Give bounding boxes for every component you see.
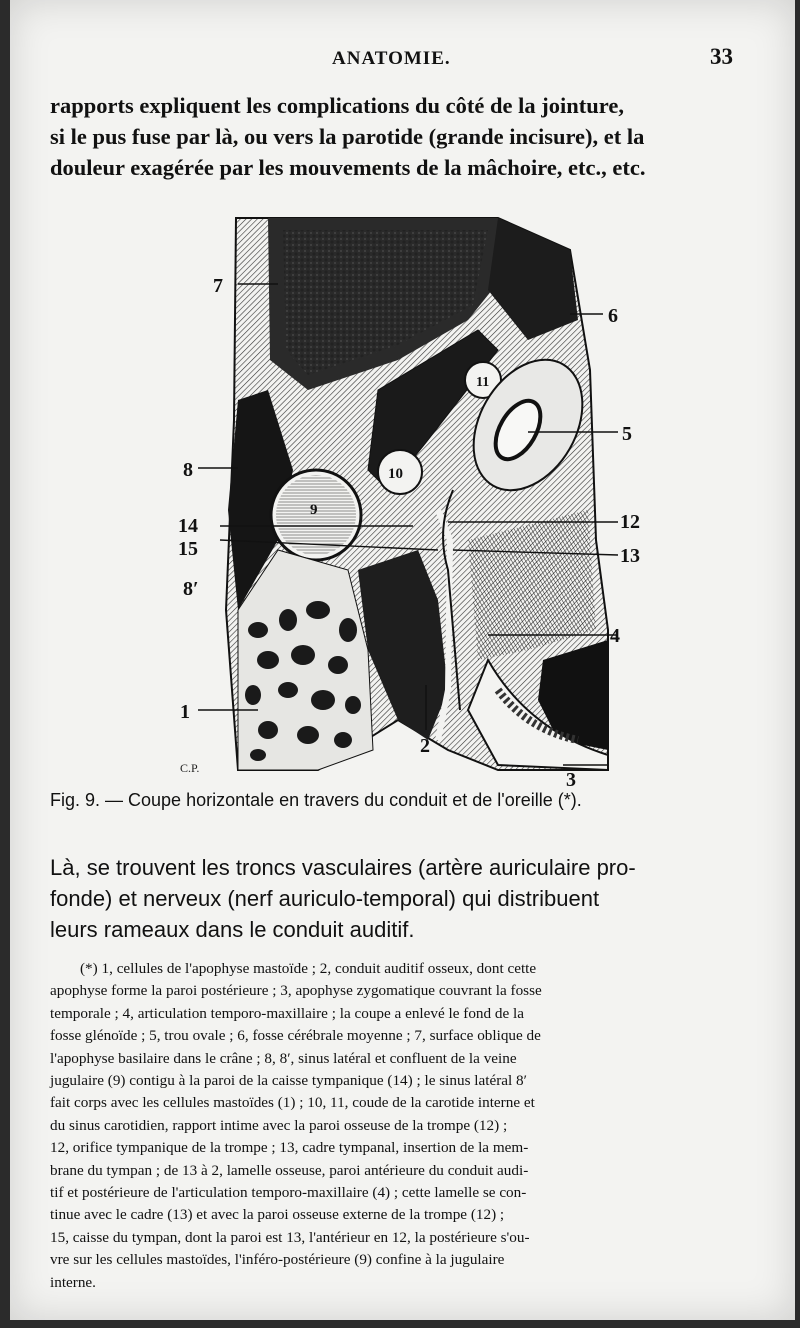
label-8: 8 <box>183 459 193 481</box>
label-1: 1 <box>180 701 190 723</box>
footnote-line: 15, caisse du tympan, dont la paroi est 13, l'antérieur en 12, la postérieure s'ou- <box>50 1228 530 1246</box>
body-paragraph <box>50 852 770 945</box>
running-title: ANATOMIE. <box>332 48 451 69</box>
footnote-line: du sinus carotidien, rapport intime avec la paroi osseuse de la trompe (12) ; <box>50 1116 508 1134</box>
label-9: 9 <box>310 502 318 518</box>
text-line: douleur exagérée par les mouvements de la mâchoire, etc., etc. <box>50 155 646 180</box>
footnote-line: jugulaire (9) contigu à la paroi de la caisse tympanique (14) ; le sinus latéral 8′ <box>50 1072 527 1090</box>
label-10: 10 <box>388 466 403 482</box>
label-13: 13 <box>620 545 640 567</box>
footnote-line: fait corps avec les cellules mastoïdes (1) ; 10, 11, coude de la carotide interne et <box>50 1094 535 1112</box>
anatomical-figure <box>178 210 640 791</box>
text-line: Là, se trouvent les troncs vasculaires (artère auriculaire pro- <box>50 855 636 880</box>
engraver-signature: C.P. <box>180 761 200 775</box>
label-14: 14 <box>178 515 198 537</box>
intro-paragraph <box>50 90 770 183</box>
label-5: 5 <box>622 423 632 445</box>
footnote-line: tinue avec le cadre (13) et avec la paroi osseuse externe de la trompe (12) ; <box>50 1206 505 1224</box>
label-12: 12 <box>620 511 640 533</box>
footnote-line: 12, orifice tympanique de la trompe ; 13, cadre tympanal, insertion de la mem- <box>50 1139 529 1157</box>
label-7: 7 <box>213 275 223 297</box>
footnote-line: fosse glénoïde ; 5, trou ovale ; 6, fosse cérébrale moyenne ; 7, surface oblique de <box>50 1027 541 1045</box>
label-8-prime: 8′ <box>183 578 199 600</box>
figure-footnote <box>50 958 780 1294</box>
label-2: 2 <box>420 735 430 757</box>
footnote-line: (*) 1, cellules de l'apophyse mastoïde ; 2, conduit auditif osseux, dont cette <box>80 960 537 977</box>
footnote-line: interne. <box>50 1273 96 1291</box>
label-15: 15 <box>178 538 198 560</box>
label-4: 4 <box>610 625 620 647</box>
footnote-line: brane du tympan ; de 13 à 2, lamelle osseuse, paroi antérieure du conduit audi- <box>50 1161 529 1179</box>
text-line: leurs rameaux dans le conduit auditif. <box>50 917 415 942</box>
footnote-line: l'apophyse basilaire dans le crâne ; 8, 8′, sinus latéral et confluent de la veine <box>50 1049 517 1067</box>
text-line: fonde) et nerveux (nerf auriculo-temporal) qui distribuent <box>50 886 600 911</box>
label-6: 6 <box>608 305 618 327</box>
page <box>10 0 795 1320</box>
footnote-line: tif et postérieure de l'articulation temporo-maxillaire (4) ; cette lamelle se con- <box>50 1184 527 1202</box>
label-11: 11 <box>476 375 490 390</box>
footnote-line: apophyse forme la paroi postérieure ; 3, apophyse zygomatique couvrant la fosse <box>50 982 542 1000</box>
figure-caption: Fig. 9. — Coupe horizontale en travers du conduit et de l'oreille (*). <box>50 790 582 810</box>
figure-illustration <box>178 210 640 791</box>
running-header <box>10 44 795 74</box>
footnote-line: temporale ; 4, articulation temporo-maxillaire ; la coupe a enlevé le fond de la <box>50 1004 524 1022</box>
text-line: si le pus fuse par là, ou vers la parotide (grande incisure), et la <box>50 124 645 149</box>
label-3: 3 <box>566 769 576 791</box>
footnote-line: vre sur les cellules mastoïdes, l'inféro-postérieure (9) confine à la jugulaire <box>50 1251 505 1269</box>
text-line: rapports expliquent les complications du côté de la jointure, <box>50 93 624 118</box>
page-number: 33 <box>710 44 733 69</box>
